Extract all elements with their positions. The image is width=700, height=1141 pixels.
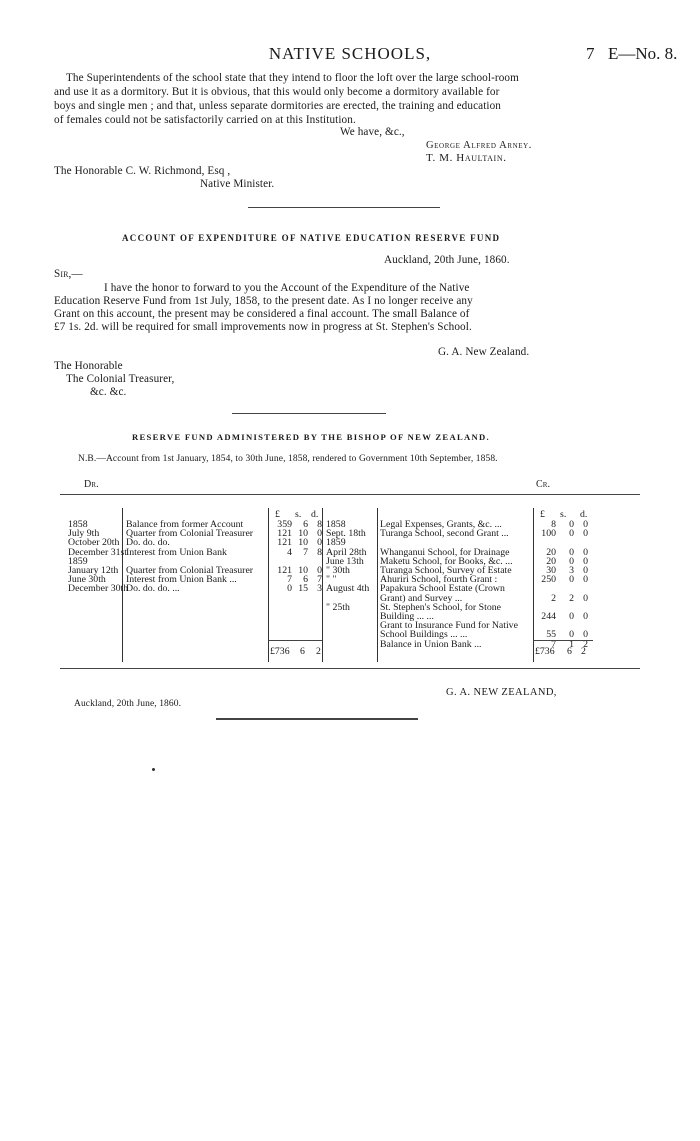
credit-row-desc: Turanga School, second Grant ...	[380, 528, 509, 540]
credit-row-d: 0	[583, 546, 588, 558]
letter1-signatory-2: T. M. Haultain.	[426, 152, 507, 164]
credit-row-d: 0	[583, 611, 588, 622]
credit-row-s: 0	[569, 629, 574, 641]
letter1-line-4: of females could not be satisfactorily carried on at this Institution.	[54, 114, 356, 126]
credit-row-date: 1858	[326, 519, 346, 530]
account-note: N.B.—Account from 1st January, 1854, to 30th June, 1858, rendered to Government 10th September, 1858.	[78, 454, 498, 464]
credit-row-s: 0	[569, 555, 574, 567]
debit-row-desc: Balance from former Account	[126, 519, 244, 530]
credit-row-l: 2	[551, 592, 556, 604]
credit-row-desc: Grant) and Survey ...	[380, 592, 463, 604]
credit-row-l: 100	[541, 528, 556, 540]
credit-row-desc: St. Stephen's School, for Stone	[380, 601, 501, 613]
credit-row-desc: Building ... ...	[380, 611, 434, 622]
credit-row-desc: Papakura School Estate (Crown	[380, 583, 505, 595]
letter2-line-4: £7 1s. 2d. will be required for small improvements now in progress at St. Stephen's School.	[54, 321, 472, 333]
table-top-rule	[60, 494, 640, 495]
credit-row-desc: Turanga School, Survey of Estate	[380, 565, 512, 576]
credit-row-date: " "	[326, 574, 337, 586]
debit-row-d: 8	[317, 519, 322, 530]
debit-row-d: 0	[317, 537, 322, 549]
letter1-closing: We have, &c.,	[340, 126, 405, 138]
debit-row-d: 0	[317, 528, 322, 540]
debit-total-pence: 2	[316, 646, 321, 657]
debit-row-desc: Interest from Union Bank ...	[126, 574, 237, 586]
debit-row-l: 0	[287, 583, 292, 595]
letter2-salutation: Sir,—	[54, 268, 83, 280]
credit-total-pounds: £736	[535, 646, 555, 657]
credit-pence-head: d.	[580, 509, 588, 520]
letter2-place-date: Auckland, 20th June, 1860.	[384, 254, 510, 266]
letter2-addressee-2: The Colonial Treasurer,	[66, 373, 175, 385]
credit-row-desc: Grant to Insurance Fund for Native	[380, 620, 518, 632]
debit-row-desc: Interest from Union Bank	[126, 546, 227, 558]
credit-row-desc: Maketu School, for Books, &c. ...	[380, 555, 513, 567]
credit-row-d: 0	[583, 519, 588, 530]
letter1-line-3: boys and single men ; and that, unless separate dormitories are erected, the training and education	[54, 100, 501, 112]
credit-row-s: 3	[569, 565, 574, 576]
credit-row-s: 1	[569, 638, 574, 650]
credit-row-date: June 13th	[326, 555, 364, 567]
credit-row-d: 0	[583, 565, 588, 576]
col-rule-debit-money	[322, 508, 323, 662]
credit-row-desc: Legal Expenses, Grants, &c. ...	[380, 519, 502, 530]
credit-row-d: 0	[583, 555, 588, 567]
credit-row-l: 20	[546, 546, 556, 558]
credit-row-l: 20	[546, 555, 556, 567]
end-rule	[216, 718, 418, 720]
credit-row-l: 244	[541, 611, 556, 622]
debit-row-s: 6	[303, 519, 308, 530]
debit-row-desc: Quarter from Colonial Treasurer	[126, 528, 254, 540]
credit-row-l: 30	[546, 565, 556, 576]
letter2-line-3: Grant on this account, the present may be considered a final account. The small Balance of	[54, 308, 470, 320]
debit-row-l: 7	[287, 574, 292, 586]
debit-row-desc: Do. do. do. ...	[126, 583, 180, 595]
credit-row-d: 0	[583, 574, 588, 586]
table-bottom-rule	[60, 668, 640, 669]
debit-row-date: January 12th	[68, 565, 119, 576]
debit-row-s: 10	[298, 565, 308, 576]
letter1-addressee-title: Native Minister.	[200, 178, 275, 190]
credit-label: Cr.	[536, 479, 551, 490]
debit-row-date: December 31st	[68, 546, 128, 558]
page-title: NATIVE SCHOOLS,	[268, 44, 432, 63]
credit-pound-head: £	[540, 509, 545, 520]
credit-row-date: " 30th	[326, 565, 350, 576]
debit-row-desc: Do. do. do.	[126, 537, 170, 549]
debit-row-date: December 30th	[68, 583, 129, 595]
page-number: 7	[586, 44, 595, 63]
debit-shilling-head: s.	[295, 509, 302, 520]
letter1-line-2: and use it as a dormitory. But it is obvious, that this would only become a dormitory available for	[54, 86, 500, 98]
credit-total-rule	[533, 640, 593, 641]
ink-spot	[152, 768, 155, 771]
account-heading: RESERVE FUND ADMINISTERED BY THE BISHOP OF NEW ZEALAND.	[132, 432, 490, 442]
col-rule-credit-desc	[533, 508, 534, 662]
divider-rule-2	[232, 413, 386, 414]
letter2-signature: G. A. New Zealand.	[438, 346, 530, 358]
debit-row-desc: Quarter from Colonial Treasurer	[126, 565, 254, 576]
debit-row-l: 121	[277, 528, 292, 540]
credit-row-d: 0	[583, 629, 588, 641]
credit-row-l: 55	[546, 629, 556, 641]
debit-row-s: 10	[298, 528, 308, 540]
debit-row-s: 10	[298, 537, 308, 549]
debit-row-d: 3	[317, 583, 322, 595]
divider-rule-1	[248, 207, 440, 208]
credit-row-date: April 28th	[326, 546, 367, 558]
credit-row-desc: Balance in Union Bank ...	[380, 638, 482, 650]
credit-shilling-head: s.	[560, 509, 567, 520]
credit-row-l: 7	[551, 638, 556, 650]
debit-row-l: 4	[287, 546, 292, 558]
credit-row-desc: School Buildings ... ...	[380, 629, 468, 641]
credit-total-shillings: 6	[567, 646, 572, 657]
debit-row-s: 15	[298, 583, 308, 595]
credit-row-d: 2	[583, 638, 588, 650]
debit-row-date: July 9th	[68, 528, 100, 540]
credit-row-s: 2	[569, 592, 574, 604]
credit-row-desc: Ahuriri School, fourth Grant :	[380, 574, 498, 586]
debit-row-l: 121	[277, 565, 292, 576]
debit-row-date: 1859	[68, 555, 88, 567]
letter2-addressee-3: &c. &c.	[90, 386, 127, 398]
letter2-addressee-1: The Honorable	[54, 360, 123, 372]
credit-row-desc: Whanganui School, for Drainage	[380, 546, 510, 558]
credit-row-s: 0	[569, 574, 574, 586]
debit-row-s: 7	[303, 546, 308, 558]
credit-row-d: 0	[583, 528, 588, 540]
credit-row-l: 250	[541, 574, 556, 586]
credit-row-s: 0	[569, 546, 574, 558]
letter2-line-2: Education Reserve Fund from 1st July, 1858, to the present date. As I no longer receive any	[54, 295, 473, 307]
credit-row-date: 1859	[326, 537, 346, 549]
debit-row-d: 7	[317, 574, 322, 586]
col-rule-debit-desc	[268, 508, 269, 662]
debit-row-l: 121	[277, 537, 292, 549]
credit-total-pence: 2	[581, 646, 586, 657]
letter1-addressee: The Honorable C. W. Richmond, Esq ,	[54, 165, 231, 177]
letter1-line-1: The Superintendents of the school state that they intend to floor the loft over the large school-room	[66, 72, 519, 84]
credit-row-s: 0	[569, 528, 574, 540]
letter1-signatory-1: George Alfred Arney.	[426, 140, 533, 151]
credit-row-date: Sept. 18th	[326, 528, 366, 540]
document-reference: E—No. 8.	[608, 44, 678, 63]
letter2-line-1: I have the honor to forward to you the Account of the Expenditure of the Native	[104, 282, 470, 294]
debit-total-rule	[268, 640, 322, 641]
col-rule-credit-date	[377, 508, 378, 662]
debit-row-d: 0	[317, 565, 322, 576]
credit-row-date: " 25th	[326, 601, 350, 613]
debit-row-date: June 30th	[68, 574, 106, 586]
debit-total-pounds: £736	[270, 646, 290, 657]
letter2-heading: ACCOUNT OF EXPENDITURE OF NATIVE EDUCATION RESERVE FUND	[122, 233, 501, 243]
debit-row-d: 8	[317, 546, 322, 558]
credit-row-l: 8	[551, 519, 556, 530]
account-place-date: Auckland, 20th June, 1860.	[74, 699, 182, 709]
account-signature: G. A. NEW ZEALAND,	[446, 687, 557, 698]
credit-row-s: 0	[569, 611, 574, 622]
credit-row-s: 0	[569, 519, 574, 530]
credit-row-d: 0	[583, 592, 588, 604]
credit-row-date: August 4th	[326, 583, 370, 595]
debit-pence-head: d.	[311, 509, 319, 520]
debit-pound-head: £	[275, 509, 280, 520]
debit-label: Dr.	[84, 479, 99, 490]
debit-row-date: October 20th	[68, 537, 120, 549]
debit-row-l: 359	[277, 519, 292, 530]
debit-total-shillings: 6	[300, 646, 305, 657]
debit-row-s: 6	[303, 574, 308, 586]
debit-row-date: 1858	[68, 519, 88, 530]
